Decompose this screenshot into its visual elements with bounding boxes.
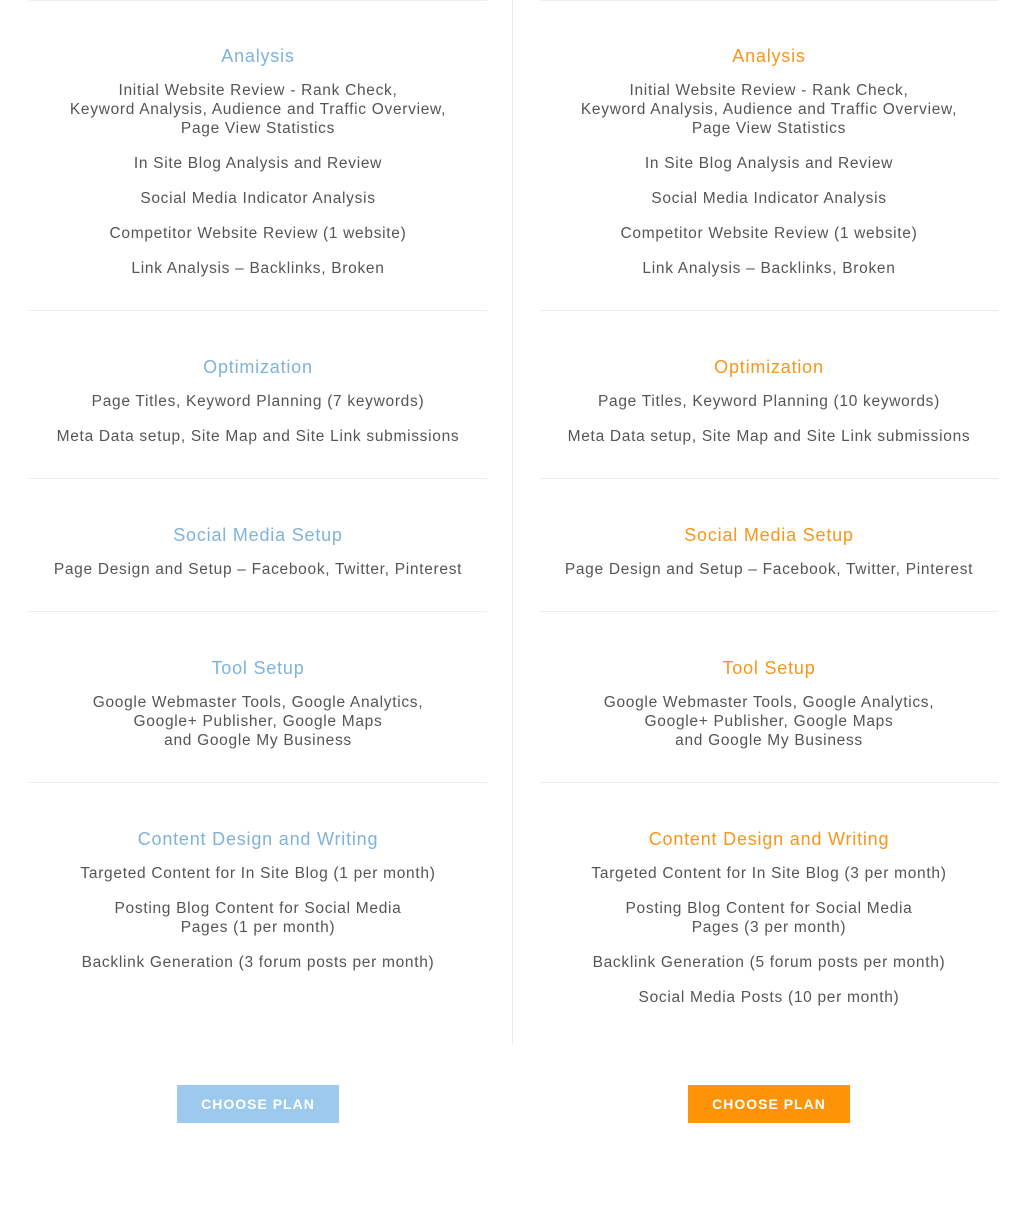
feature-item: Page Design and Setup – Facebook, Twitter, Pinterest bbox=[53, 561, 463, 578]
feature-item: Google Webmaster Tools, Google Analytics, Google+ Publisher, Google Maps and Google My Business bbox=[92, 694, 424, 749]
feature-list bbox=[29, 693, 487, 782]
plan-sections bbox=[540, 0, 998, 1039]
plan-section bbox=[540, 310, 998, 478]
feature-item: Initial Website Review - Rank Check, Keyword Analysis, Audience and Traffic Overview, Page View Statistics bbox=[69, 82, 447, 137]
feature-list bbox=[29, 81, 487, 310]
feature-item: In Site Blog Analysis and Review bbox=[133, 155, 383, 172]
plan-section bbox=[29, 611, 487, 782]
feature-item: Social Media Posts (10 per month) bbox=[638, 989, 900, 1006]
feature-list bbox=[29, 560, 487, 611]
section-title: Analysis bbox=[732, 46, 806, 66]
feature-list bbox=[540, 693, 998, 782]
feature-item: Backlink Generation (3 forum posts per month) bbox=[81, 954, 435, 971]
feature-item: Targeted Content for In Site Blog (1 per month) bbox=[80, 865, 436, 882]
choose-plan-button-basic[interactable]: CHOOSE PLAN bbox=[177, 1085, 339, 1123]
plan-section bbox=[540, 0, 998, 310]
feature-item: Competitor Website Review (1 website) bbox=[109, 225, 407, 242]
feature-item: Social Media Indicator Analysis bbox=[140, 190, 376, 207]
feature-item: Meta Data setup, Site Map and Site Link submissions bbox=[56, 428, 460, 445]
section-title: Content Design and Writing bbox=[648, 829, 890, 849]
column-top-border bbox=[29, 0, 487, 1]
section-title: Content Design and Writing bbox=[137, 829, 379, 849]
plan-column-premium bbox=[540, 0, 998, 1039]
feature-item: Social Media Indicator Analysis bbox=[651, 190, 887, 207]
plan-section bbox=[29, 782, 487, 1004]
feature-item: Page Design and Setup – Facebook, Twitter, Pinterest bbox=[564, 561, 974, 578]
section-title: Optimization bbox=[203, 357, 313, 377]
plan-section bbox=[29, 310, 487, 478]
choose-plan-button-premium[interactable]: CHOOSE PLAN bbox=[688, 1085, 850, 1123]
feature-list bbox=[540, 81, 998, 310]
section-title: Analysis bbox=[221, 46, 295, 66]
feature-item: Initial Website Review - Rank Check, Keyword Analysis, Audience and Traffic Overview, Page View Statistics bbox=[580, 82, 958, 137]
feature-item: Page Titles, Keyword Planning (7 keywords) bbox=[91, 393, 425, 410]
feature-item: Google Webmaster Tools, Google Analytics, Google+ Publisher, Google Maps and Google My Business bbox=[603, 694, 935, 749]
plan-sections bbox=[29, 0, 487, 1004]
section-title: Social Media Setup bbox=[684, 525, 854, 545]
plan-section bbox=[29, 478, 487, 611]
feature-item: Link Analysis – Backlinks, Broken bbox=[131, 260, 385, 277]
plan-section bbox=[29, 0, 487, 310]
feature-item: In Site Blog Analysis and Review bbox=[644, 155, 894, 172]
feature-list bbox=[540, 864, 998, 1039]
feature-item: Posting Blog Content for Social Media Pages (3 per month) bbox=[625, 900, 913, 936]
section-title: Social Media Setup bbox=[173, 525, 343, 545]
feature-item: Link Analysis – Backlinks, Broken bbox=[642, 260, 896, 277]
section-title: Tool Setup bbox=[722, 658, 816, 678]
plan-section bbox=[540, 611, 998, 782]
plan-section bbox=[540, 478, 998, 611]
feature-item: Page Titles, Keyword Planning (10 keywords) bbox=[598, 393, 940, 410]
plan-column-basic bbox=[29, 0, 487, 1004]
feature-item: Targeted Content for In Site Blog (3 per month) bbox=[591, 865, 947, 882]
column-divider bbox=[512, 0, 513, 1045]
feature-list bbox=[540, 392, 998, 478]
feature-item: Competitor Website Review (1 website) bbox=[620, 225, 918, 242]
plan-section bbox=[540, 782, 998, 1039]
feature-list bbox=[540, 560, 998, 611]
column-top-border bbox=[540, 0, 998, 1]
feature-item: Backlink Generation (5 forum posts per month) bbox=[592, 954, 946, 971]
section-title: Tool Setup bbox=[211, 658, 305, 678]
feature-item: Posting Blog Content for Social Media Pages (1 per month) bbox=[114, 900, 402, 936]
feature-list bbox=[29, 864, 487, 1004]
feature-item: Meta Data setup, Site Map and Site Link submissions bbox=[567, 428, 971, 445]
section-title: Optimization bbox=[714, 357, 824, 377]
feature-list bbox=[29, 392, 487, 478]
